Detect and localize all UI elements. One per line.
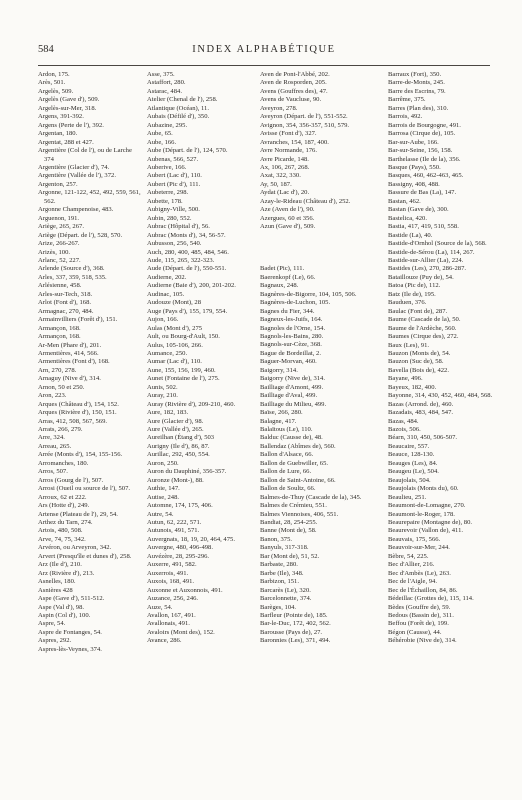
index-entry: Arlésienne, 458.	[38, 282, 82, 290]
index-entry: Armançon, 168.	[38, 333, 81, 341]
index-entry: Azay-le-Rideau (Château d'), 252.	[260, 197, 351, 205]
index-entry: Atelier (Chenal de l'), 258.	[147, 96, 218, 104]
index-entry: Audierne, 202.	[147, 273, 187, 281]
index-entry: Baume (Cascade de la), 50.	[388, 316, 461, 324]
index-entry: Bavella (Bois de), 422.	[388, 366, 449, 374]
index-entry: Badet (Pic), 111.	[260, 265, 305, 273]
index-entry: Aubenas, 566, 527.	[147, 155, 199, 163]
index-entry: Bauzon (Suc de), 58.	[388, 358, 444, 366]
index-entry: Bédeillac (Grottes de), 115, 114.	[388, 595, 474, 603]
index-entry: Bailliage du Milieu, 499.	[260, 400, 327, 408]
index-entry: Aude, 115, 265, 322-323.	[147, 256, 215, 264]
index-entry: Argelès (Gave d'), 509.	[38, 96, 100, 104]
index-entry: Asse, 375.	[147, 71, 175, 78]
index-entry: Béhérobie (Nive de), 314.	[388, 637, 457, 645]
index-entry: Auvergnats, 18, 19, 20, 464, 475.	[147, 535, 235, 543]
index-entry: Auxerrois, 491.	[147, 569, 189, 577]
index-entry: Arize, 266-267.	[38, 240, 80, 248]
index-entry: Ballon de Guebwiller, 65.	[260, 459, 329, 467]
index-entry: Aven de Rosporden, 205.	[260, 79, 327, 87]
index-entry: Aubrac (Monts d'), 34, 56-57.	[147, 231, 226, 239]
index-entry: Bec de l'Échaillon, 84, 86.	[388, 586, 458, 594]
index-entry: Bazois, 506.	[388, 426, 421, 434]
index-entry: Autunois, 491, 571.	[147, 527, 200, 535]
index-entry: Bagneux-les-Juifs, 164.	[260, 316, 323, 324]
index-entry: Argonne, 121-122, 452, 492, 559, 561, 562.	[38, 189, 141, 205]
index-entry: Balmes de Crémieu, 551.	[260, 502, 327, 510]
index-entry: Beauges (Les), 84.	[388, 459, 438, 467]
index-entry: Bastides (Les), 270, 286-287.	[388, 265, 467, 273]
index-entry: Arès, 501.	[38, 79, 66, 87]
index-entry: Bastelica, 420.	[388, 214, 428, 222]
index-entry: Barraux (Fort), 350.	[388, 71, 442, 78]
index-entry: Aubette, 178.	[147, 197, 183, 205]
index-entry: Arrée (Monts d'), 154, 155-156.	[38, 451, 123, 459]
index-entry: Argens, 391-392.	[38, 113, 84, 121]
index-entry: Argenton, 257.	[38, 180, 78, 188]
index-entry: Aulus, 105-106, 266.	[147, 341, 203, 349]
index-entry: Aube (Départ. de l'), 124, 570.	[147, 147, 228, 155]
index-entry: Balaïtous (Le), 110.	[260, 426, 313, 434]
index-entry: Aspre de Fontanges, 54.	[38, 628, 102, 636]
index-entry: Bec d'Ambès (Le), 263.	[388, 569, 451, 577]
index-entry: Auray, 210.	[147, 392, 178, 400]
index-entry: Bauzon (Monts de), 54.	[388, 349, 451, 357]
index-entry: Artois, 480, 508.	[38, 527, 83, 535]
index-entry: Bec de l'Aigle, 94.	[388, 578, 437, 586]
index-entry: Bauduen, 376.	[388, 299, 427, 307]
index-entry: Auvergne, 480, 496-498.	[147, 544, 213, 552]
index-entry: Auxonne et Auxonnois, 491.	[147, 586, 223, 594]
index-entry: Barre des Escrins, 79.	[388, 87, 446, 95]
index-entry: Aure (Glacier d'), 98.	[147, 417, 204, 425]
index-entry: Aunis, 502.	[147, 383, 178, 391]
index-entry: Arve, 74, 75, 342.	[38, 535, 86, 543]
index-entry: Ay, 50, 187.	[260, 180, 292, 188]
index-entry: Aubert (Pic d'), 111.	[147, 180, 201, 188]
index-entry: Baronnies (Les), 371, 494.	[260, 637, 331, 645]
index-entry: Avallonais, 491.	[147, 620, 190, 628]
index-entry: Basques, 460, 462-463, 465.	[388, 172, 464, 180]
index-entry: Aunet (Fontaine de l'), 275.	[147, 375, 220, 383]
index-entry: Bèbre, 54, 225.	[388, 552, 429, 560]
index-entry: Avre Normande, 176.	[260, 147, 318, 155]
index-entry: Avre Picarde, 148.	[260, 155, 309, 163]
index-entry: Astarac, 484.	[147, 87, 182, 95]
index-entry: Azergues, 60 et 356.	[260, 214, 315, 222]
index-entry: Barcarès (Le), 320.	[260, 586, 311, 594]
index-entry: Batz (Ile de), 195.	[388, 290, 436, 298]
index-entry: Arros (Gourg de l'), 507.	[38, 476, 104, 484]
index-entry: Beauvais, 175, 566.	[388, 535, 441, 543]
index-entry: Asnelles, 180.	[38, 578, 76, 586]
index-entry: Argelès-sur-Mer, 318.	[38, 104, 97, 112]
index-entry: Bastide-d'Ornhol (Source de la), 568.	[388, 240, 487, 248]
index-entry: Baigorry, 314.	[260, 366, 298, 374]
index-entry: Arques (Rivière d'), 150, 151.	[38, 409, 117, 417]
index-entry: Bayane, 496.	[388, 375, 423, 383]
index-entry: Autun, 62, 222, 571.	[147, 519, 202, 527]
index-entry: Bazas, 484.	[388, 417, 419, 425]
index-entry: Aurigny (Ile d'), 86, 87.	[147, 442, 210, 450]
index-entry: Audinac, 105.	[147, 290, 185, 298]
index-entry: Baume de l'Ardèche, 560.	[388, 324, 457, 332]
index-entry: Bastia, 417, 419, 510, 558.	[388, 223, 459, 231]
page-number: 584	[38, 44, 54, 55]
index-entry: Balduc (Causse de), 48.	[260, 434, 323, 442]
page-title: INDEX ALPHABÉTIQUE	[192, 44, 336, 55]
index-entry: Aulas (Mont d'), 275	[147, 324, 203, 332]
index-entry: Bar-sur-Seine, 156, 158.	[388, 147, 453, 155]
index-entry: Avignon, 354, 356-357, 510, 579.	[260, 121, 350, 129]
section-gap	[260, 232, 384, 266]
index-entry: Arrats, 266, 279.	[38, 426, 83, 434]
index-entry: Bégon (Causse), 44.	[388, 628, 442, 636]
index-entry: Bastide-de-Sérou (La), 114, 267.	[388, 248, 475, 256]
index-entry: Aumance, 250.	[147, 349, 188, 357]
index-entry: Arnon, 50 et 250.	[38, 383, 85, 391]
index-entry: Arguenon, 191.	[38, 214, 80, 222]
index-entry: Arnaguy (Nive d'), 314.	[38, 375, 101, 383]
index-entry: Barousse (Pays de), 27.	[260, 628, 323, 636]
index-entry: Baerenkopf (Le), 66.	[260, 273, 316, 281]
index-entry: Arromanches, 180.	[38, 459, 89, 467]
index-entry: Balmes-de-Thuy (Cascade de la), 345.	[260, 493, 362, 501]
index-entry: Barrois, 492.	[388, 113, 423, 121]
index-entry: Ar-Men (Phare d'), 201.	[38, 341, 102, 349]
index-entry: Barbe (Ile), 348.	[260, 569, 304, 577]
index-entry: Barrosa (Cirque de), 105.	[388, 130, 456, 138]
index-entry: Bazadais, 483, 484, 547.	[388, 409, 454, 417]
index-entry: Aze (Aven de l'), 90.	[260, 206, 315, 214]
index-entry: Ballon de Saint-Antoine, 66.	[260, 476, 336, 484]
index-entry: Bazas (Arrond. de), 460.	[388, 400, 454, 408]
index-entry: Aven de Pont-l'Abbé, 202.	[260, 71, 330, 78]
index-entry: Avens (Gouffres des), 47.	[260, 87, 328, 95]
index-entry: Aube, 65.	[147, 130, 173, 138]
index-entry: Armentières (Font d'), 168.	[38, 358, 110, 366]
index-entry: Ault, ou Bourg-d'Ault, 150.	[147, 333, 220, 341]
index-entry: Ballon de Lure, 66.	[260, 468, 312, 476]
index-entry: Avance, 286.	[147, 637, 182, 645]
index-entry: Barfleur (Pointe de), 185.	[260, 611, 328, 619]
index-entry: Baumes (Cirque des), 272.	[388, 333, 459, 341]
index-entry: Avallon, 167, 491.	[147, 612, 196, 619]
index-entry: Argentière (Vallée de l'), 372.	[38, 172, 116, 180]
index-entry: Ariège, 265, 267.	[38, 223, 84, 231]
index-entry: Bailliage d'Aval, 499.	[260, 392, 318, 400]
index-entry: Barbaste, 280.	[260, 561, 298, 569]
index-entry: Argentat, 288 et 427.	[38, 138, 94, 146]
index-entry: Arz (Ile d'), 210.	[38, 561, 82, 569]
index-entry: Aujon, 166.	[147, 316, 179, 324]
index-entry: Authie, 147.	[147, 485, 180, 493]
index-column-2	[147, 71, 257, 646]
index-entry: Audouze (Mont), 28	[147, 299, 202, 307]
index-entry: Ax, 106, 267, 268.	[260, 163, 310, 171]
index-entry: Autise, 248.	[147, 493, 180, 501]
index-entry: Bagnères-de-Bigorre, 104, 105, 506.	[260, 290, 357, 298]
index-entry: Bagnes du Fier, 344.	[260, 307, 315, 315]
index-entry: Astaffort, 280.	[147, 79, 186, 87]
index-entry: Arlot (Font d'), 168.	[38, 299, 92, 307]
page-header	[38, 44, 490, 58]
index-entry: Auvézère, 28, 295-296.	[147, 552, 210, 560]
index-entry: Argentière (Glacier d'), 74.	[38, 163, 110, 171]
index-entry: Auxerre, 491, 582.	[147, 561, 197, 569]
index-entry: Aubeterre, 298.	[147, 189, 189, 197]
index-entry: Auron, 250.	[147, 459, 179, 467]
index-entry: Arros, 507.	[38, 468, 68, 476]
index-entry: Auronze (Mont-), 88.	[147, 476, 204, 484]
index-entry: Bèdes (Gouffre de), 59.	[388, 603, 451, 611]
index-entry: Beaugeu (Le), 504.	[388, 468, 439, 476]
index-entry: Bataillouze (Puy de), 54.	[388, 273, 454, 281]
index-entry: Bastan (Gave de), 300.	[388, 206, 449, 214]
index-entry: Barthelasse (Ile de la), 356.	[388, 155, 461, 163]
index-entry: Aveyron, 278.	[260, 104, 298, 112]
index-entry: Banon, 375.	[260, 535, 293, 543]
index-entry: Aure, 182, 183.	[147, 409, 189, 417]
index-column-1	[38, 71, 142, 654]
index-entry: Beaurevoir (Vallon de), 411.	[388, 527, 464, 535]
index-entry: Automne, 174, 175, 406.	[147, 502, 213, 510]
index-entry: Avaloirs (Mont des), 152.	[147, 628, 215, 636]
index-entry: Arques (Château d'), 154, 152.	[38, 400, 119, 408]
index-entry: Bastide-sur-Allier (La), 224.	[388, 256, 464, 264]
index-entry: Atlantique (Océan), 11.	[147, 104, 210, 112]
index-entry: Arre, 324.	[38, 434, 65, 442]
index-entry: Bailliage d'Amont, 499.	[260, 383, 324, 391]
index-entry: Bastide (La), 40.	[388, 231, 433, 239]
index-entry: Auray (Rivière d'), 209-210, 460.	[147, 400, 236, 408]
index-entry: Beaumont-de-Lomagne, 270.	[388, 502, 466, 510]
index-entry: Aureilhan (Étang d'), 503	[147, 434, 215, 442]
index-entry: Ardon, 175.	[38, 71, 70, 78]
index-entry: Banne (Mont de), 58.	[260, 527, 317, 535]
index-entry: Armainvilliers (Forêt d'), 151.	[38, 316, 118, 324]
index-entry: Armentières, 414, 566.	[38, 349, 99, 357]
index-entry: Aron, 223.	[38, 392, 67, 400]
index-entry: Auxois, 168, 491.	[147, 578, 195, 586]
index-entry: Baïse, 266, 280.	[260, 409, 303, 417]
index-entry: Argentière (Col de l'), ou de Larche 374	[38, 147, 132, 163]
index-entry: Bayeux, 182, 400.	[388, 383, 437, 391]
index-entry: Audierne (Baie d'), 200, 201-202.	[147, 282, 236, 290]
index-entry: Beaumont-le-Roger, 178.	[388, 510, 455, 518]
index-entry: Auron du Dauphiné, 356-357.	[147, 468, 227, 476]
index-entry: Baguer-Morvan, 460.	[260, 358, 317, 366]
index-entry: Argentan, 180.	[38, 130, 78, 138]
index-entry: Auzance, 256, 246.	[147, 595, 199, 603]
index-entry: Aune, 155, 156, 199, 460.	[147, 366, 216, 374]
index-entry: Aubazine, 295.	[147, 121, 188, 129]
index-entry: Bar-sur-Aube, 166.	[388, 138, 439, 146]
index-entry: Baulac (Font de), 287.	[388, 307, 448, 315]
index-entry: Asnières 428	[38, 586, 73, 594]
index-entry: Bassure de Bas (La), 147.	[388, 189, 457, 197]
index-entry: Aubert (Lac d'), 110.	[147, 172, 202, 180]
index-entry: Batoa (Pic de), 112.	[388, 282, 441, 290]
index-entry: Arras, 412, 508, 567, 569.	[38, 417, 108, 425]
index-entry: Bagnols-les-Bains, 280.	[260, 333, 324, 341]
index-entry: Bastan, 462.	[388, 197, 421, 205]
index-entry: Arles-sur-Tech, 318.	[38, 290, 93, 298]
index-entry: Bagnaux, 248.	[260, 282, 299, 290]
index-entry: Aube, 166.	[147, 138, 177, 146]
index-entry: Arz (Rivière d'), 213.	[38, 569, 95, 577]
index-entry: Aubais (Défilé d'), 350.	[147, 113, 210, 121]
index-entry: Beauce, 128-130.	[388, 451, 435, 459]
index-entry: Artense (Plateau de l'), 29, 54.	[38, 510, 118, 518]
index-entry: Arroux, 62 et 222.	[38, 493, 87, 501]
index-entry: Baigorry (Nive de), 314.	[260, 375, 326, 383]
index-entry: Arn, 270, 278.	[38, 366, 77, 374]
index-entry: Aspe (Gave d'), 511-512.	[38, 595, 105, 603]
index-column-4	[388, 71, 496, 646]
index-entry: Aydat (Lac d'), 20.	[260, 189, 310, 197]
index-entry: Barrois de Bourgogne, 491.	[388, 121, 461, 129]
index-entry: Basque (Pays), 550.	[388, 163, 441, 171]
index-entry: Aubusson, 256, 540.	[147, 240, 202, 248]
index-entry: Auch, 280, 400, 485, 484, 546.	[147, 248, 229, 256]
index-entry: Armagnac, 270, 484.	[38, 307, 94, 315]
index-entry: Arvéron, ou Arveyron, 342.	[38, 544, 112, 552]
index-entry: Auge (Pays d'), 155, 179, 554.	[147, 307, 228, 315]
index-entry: Banyuls, 317-318.	[260, 544, 309, 552]
index-entry: Bague de Bordeillat, 2.	[260, 349, 321, 357]
index-entry: Azun (Gave d'), 509.	[260, 223, 316, 231]
index-entry: Balagne, 417.	[260, 417, 297, 425]
index-entry: Aspres-lès-Veynes, 374.	[38, 645, 102, 653]
index-entry: Beaujolais, 504.	[388, 476, 431, 484]
index-entry: Arizès, 100.	[38, 248, 71, 256]
index-entry: Ars (Hotte d'), 249.	[38, 502, 90, 510]
index-entry: Argelès, 509.	[38, 87, 74, 95]
index-entry: Avens de Vaucluse, 90.	[260, 96, 322, 104]
index-entry: Bar (Mont de), 51, 52.	[260, 552, 320, 560]
index-entry: Arlende (Source d'), 368.	[38, 265, 105, 273]
index-entry: Barres (Plan des), 310.	[388, 104, 449, 112]
index-entry: Beaucaire, 557.	[388, 442, 430, 450]
index-entry: Aubigny-Ville, 500.	[147, 206, 200, 214]
index-entry: Aubin, 280, 552.	[147, 214, 192, 222]
index-entry: Aspe (Val d'), 98.	[38, 603, 85, 611]
index-entry: Avranches, 154, 187, 400.	[260, 138, 329, 146]
index-entry: Ballon de Soultz, 66.	[260, 485, 316, 493]
index-entry: Bar-le-Duc, 172, 402, 562.	[260, 620, 331, 628]
index-entry: Ariège (Départ. de l'), 528, 570.	[38, 231, 123, 239]
index-entry: Ballon d'Alsace, 66.	[260, 451, 314, 459]
index-entry: Aubrac (Hôpital d'), 56.	[147, 223, 210, 231]
index-entry: Ballendaz (Abîmes de), 560.	[260, 442, 336, 450]
index-entry: Barre-de-Monts, 245.	[388, 79, 445, 87]
index-entry: Arles, 337, 359, 518, 535.	[38, 273, 107, 281]
index-entry: Autre, 54.	[147, 510, 174, 518]
index-entry: Aurillac, 292, 450, 554.	[147, 451, 210, 459]
index-entry: Argens (Perte de l'), 392.	[38, 121, 104, 129]
index-entry: Bagnols-sur-Cèze, 368.	[260, 341, 322, 349]
index-entry: Auze, 54.	[147, 603, 173, 611]
index-entry: Bedous (Bassin de), 311.	[388, 612, 454, 619]
index-entry: Beaujolais (Monts du), 60.	[388, 485, 459, 493]
index-entry: Aude (Départ. de l'), 550-551.	[147, 265, 227, 273]
index-entry: Baux (Les), 91.	[388, 341, 430, 349]
index-entry: Arrosi (Oueil ou source de l'), 507.	[38, 485, 131, 493]
index-entry: Aspin (Col d'), 100.	[38, 612, 91, 619]
index-entry: Beaurepaire (Montagne de), 80.	[388, 519, 473, 527]
index-entry: Beauvoir-sur-Mer, 244.	[388, 544, 450, 552]
index-entry: Beaulieu, 251.	[388, 493, 427, 501]
index-entry: Bassigny, 408, 488.	[388, 180, 440, 188]
index-entry: Armançon, 168.	[38, 324, 81, 332]
index-entry: Bandiat, 28, 254-255.	[260, 519, 318, 526]
index-entry: Béarn, 310, 450, 506-507.	[388, 434, 458, 442]
index-entry: Arvert (Presqu'île et dunes d'), 258.	[38, 552, 132, 560]
index-entry: Aspre, 54.	[38, 620, 66, 628]
index-entry: Arthez du Tarn, 274.	[38, 519, 93, 527]
index-entry: Barbizon, 151.	[260, 578, 300, 586]
index-entry: Beffou (Forêt de), 199.	[388, 620, 449, 628]
index-entry: Bec d'Allier, 216.	[388, 561, 435, 569]
index-entry: Aumar (Lac d'), 110.	[147, 358, 202, 366]
index-entry: Bayonne, 314, 430, 452, 460, 484, 568.	[388, 392, 493, 400]
index-entry: Avisse (Font d'), 327.	[260, 130, 317, 138]
index-entry: Aure (Vallée d'), 265.	[147, 426, 204, 434]
index-entry: Axat, 322, 330.	[260, 172, 301, 180]
index-entry: Auberive, 166.	[147, 163, 187, 171]
index-entry: Barèges, 104.	[260, 603, 297, 611]
header-rule	[38, 65, 490, 66]
index-entry: Arreau, 265.	[38, 442, 72, 450]
index-entry: Barcelonnette, 374.	[260, 595, 312, 603]
index-entry: Bagnères-de-Luchon, 105.	[260, 299, 331, 307]
index-entry: Aveyron (Départ. de l'), 551-552.	[260, 113, 348, 121]
index-entry: Balmes Viennoises, 406, 551.	[260, 510, 339, 518]
index-entry: Bagnoles de l'Orne, 154.	[260, 324, 326, 332]
index-entry: Arlanc, 52, 227.	[38, 256, 81, 264]
index-column-3	[260, 71, 384, 646]
index-entry: Argonne Champenoise, 483.	[38, 206, 114, 214]
index-entry: Barrême, 375.	[388, 96, 426, 104]
index-entry: Aspres, 292.	[38, 637, 72, 645]
